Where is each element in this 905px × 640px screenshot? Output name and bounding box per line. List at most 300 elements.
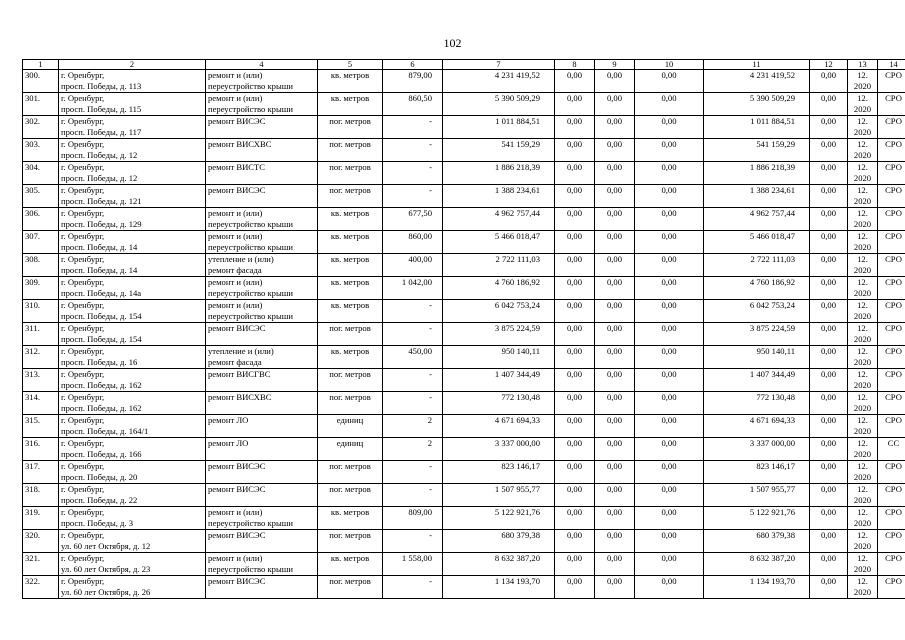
col-11 — [704, 254, 810, 277]
quantity — [383, 507, 443, 530]
header-row — [23, 60, 905, 70]
unit-line: пог. метров — [329, 139, 371, 149]
col-10-line: 0,00 — [661, 185, 677, 195]
total-cost-line: 823 146,17 — [501, 461, 540, 471]
col-12 — [810, 116, 848, 139]
quantity — [383, 231, 443, 254]
col-12-line: 0,00 — [820, 277, 837, 287]
total-cost — [443, 461, 555, 484]
organization-line: СРО — [885, 484, 902, 494]
work-type-line: переустройство крыши — [208, 242, 293, 252]
row-number-line: 309. — [25, 277, 41, 287]
col-10-line: 0,00 — [661, 576, 677, 586]
address-line: просп. Победы, д. 162 — [61, 403, 142, 413]
row-number — [23, 277, 59, 300]
col-9 — [595, 231, 635, 254]
unit — [318, 231, 383, 254]
col-10 — [635, 507, 704, 530]
col-11 — [704, 231, 810, 254]
unit — [318, 484, 383, 507]
col-12 — [810, 507, 848, 530]
organization — [878, 323, 905, 346]
completion-date — [848, 461, 878, 484]
col-8 — [555, 254, 595, 277]
col-12 — [810, 323, 848, 346]
column-header: 12 — [810, 60, 848, 70]
col-9-line: 0,00 — [606, 139, 623, 149]
col-11-line: 1 507 955,77 — [749, 484, 795, 494]
quantity-line: 879,00 — [408, 70, 432, 80]
address-line: г. Оренбург, — [61, 415, 105, 425]
completion-date-line: 2020 — [853, 173, 872, 183]
row-number — [23, 507, 59, 530]
quantity — [383, 392, 443, 415]
work-type-line: переустройство крыши — [208, 311, 293, 321]
col-11 — [704, 507, 810, 530]
col-11-line: 1 134 193,70 — [749, 576, 795, 586]
col-8-line: 0,00 — [566, 185, 583, 195]
col-10-line: 0,00 — [661, 461, 677, 471]
col-11-line: 4 962 757,44 — [749, 208, 795, 218]
quantity — [383, 415, 443, 438]
completion-date — [848, 300, 878, 323]
unit-line: кв. метров — [330, 300, 370, 310]
total-cost — [443, 277, 555, 300]
organization — [878, 139, 905, 162]
col-8 — [555, 576, 595, 599]
col-10 — [635, 392, 704, 415]
row-number — [23, 323, 59, 346]
total-cost — [443, 530, 555, 553]
work-type — [206, 369, 318, 392]
col-8 — [555, 70, 595, 93]
col-8-line: 0,00 — [566, 576, 583, 586]
col-12 — [810, 277, 848, 300]
table-row — [23, 300, 905, 323]
col-11 — [704, 323, 810, 346]
completion-date-line: 12. — [857, 277, 868, 287]
col-9 — [595, 323, 635, 346]
organization-line: СРО — [885, 139, 902, 149]
completion-date-line: 2020 — [853, 357, 872, 367]
organization-line: СРО — [885, 277, 902, 287]
total-cost-line: 1 388 234,61 — [494, 185, 540, 195]
quantity — [383, 277, 443, 300]
unit-line: пог. метров — [329, 576, 371, 586]
total-cost-line: 950 140,11 — [501, 346, 540, 356]
total-cost-line: 1 407 344,49 — [494, 369, 540, 379]
organization — [878, 369, 905, 392]
address — [59, 185, 206, 208]
work-type-line: переустройство крыши — [208, 81, 293, 91]
work-type-line: ремонт ВИСЭС — [208, 576, 266, 586]
completion-date-line: 12. — [857, 162, 868, 172]
unit-line: пог. метров — [329, 484, 371, 494]
organization — [878, 346, 905, 369]
quantity — [383, 93, 443, 116]
table-row — [23, 369, 905, 392]
col-10 — [635, 438, 704, 461]
col-8-line: 0,00 — [566, 461, 583, 471]
col-12 — [810, 530, 848, 553]
col-11 — [704, 392, 810, 415]
repair-schedule-table — [22, 59, 905, 599]
work-type-line: переустройство крыши — [208, 104, 293, 114]
address-line: г. Оренбург, — [61, 576, 105, 586]
col-9-line: 0,00 — [606, 116, 623, 126]
unit-line: пог. метров — [329, 323, 371, 333]
address-line: г. Оренбург, — [61, 70, 105, 80]
quantity — [383, 530, 443, 553]
work-type — [206, 415, 318, 438]
address-line: ул. 60 лет Октября, д. 26 — [61, 587, 151, 597]
completion-date — [848, 369, 878, 392]
unit-line: пог. метров — [329, 392, 371, 402]
address-line: просп. Победы, д. 20 — [61, 472, 138, 482]
work-type-line: ремонт ВИСЭС — [208, 461, 266, 471]
organization-line: СРО — [885, 576, 902, 586]
quantity — [383, 208, 443, 231]
unit-line: кв. метров — [330, 231, 370, 241]
address-line: г. Оренбург, — [61, 461, 105, 471]
address-line: просп. Победы, д. 113 — [61, 81, 142, 91]
organization-line: СРО — [885, 300, 902, 310]
col-9 — [595, 254, 635, 277]
work-type-line: ремонт ВИСГВС — [208, 369, 271, 379]
quantity-line: 450,00 — [408, 346, 432, 356]
work-type-line: ремонт и (или) — [208, 300, 263, 310]
table-row — [23, 208, 905, 231]
column-header: 10 — [635, 60, 704, 70]
table-row — [23, 461, 905, 484]
quantity-line: 2 — [427, 415, 432, 425]
completion-date-line: 2020 — [853, 541, 872, 551]
row-number-line: 318. — [25, 484, 41, 494]
table-row — [23, 254, 905, 277]
organization — [878, 415, 905, 438]
col-12-line: 0,00 — [820, 392, 837, 402]
col-8-line: 0,00 — [566, 116, 583, 126]
col-11 — [704, 346, 810, 369]
col-11 — [704, 277, 810, 300]
unit — [318, 139, 383, 162]
completion-date-line: 12. — [857, 346, 868, 356]
address-line: просп. Победы, д. 162 — [61, 380, 142, 390]
unit — [318, 323, 383, 346]
quantity-line: - — [429, 369, 432, 379]
row-number — [23, 484, 59, 507]
address-line: г. Оренбург, — [61, 323, 105, 333]
completion-date — [848, 553, 878, 576]
total-cost — [443, 139, 555, 162]
completion-date-line: 12. — [857, 369, 868, 379]
completion-date-line: 12. — [857, 208, 868, 218]
address — [59, 461, 206, 484]
col-9-line: 0,00 — [606, 484, 623, 494]
quantity — [383, 323, 443, 346]
quantity-line: 677,50 — [408, 208, 432, 218]
row-number — [23, 438, 59, 461]
completion-date-line: 12. — [857, 300, 868, 310]
completion-date-line: 12. — [857, 576, 868, 586]
address-line: ул. 60 лет Октября, д. 12 — [61, 541, 151, 551]
col-9-line: 0,00 — [606, 553, 623, 563]
unit-line: кв. метров — [330, 277, 370, 287]
address — [59, 438, 206, 461]
completion-date — [848, 231, 878, 254]
row-number-line: 301. — [25, 93, 41, 103]
col-12 — [810, 392, 848, 415]
col-9 — [595, 139, 635, 162]
row-number-line: 304. — [25, 162, 41, 172]
address — [59, 346, 206, 369]
work-type-line: переустройство крыши — [208, 518, 293, 528]
total-cost — [443, 323, 555, 346]
completion-date-line: 12. — [857, 231, 868, 241]
organization-line: СРО — [885, 323, 902, 333]
completion-date-line: 12. — [857, 323, 868, 333]
completion-date-line: 12. — [857, 484, 868, 494]
work-type — [206, 162, 318, 185]
col-9 — [595, 461, 635, 484]
col-8 — [555, 139, 595, 162]
work-type-line: ремонт и (или) — [208, 231, 263, 241]
completion-date-line: 2020 — [853, 518, 872, 528]
completion-date — [848, 254, 878, 277]
completion-date — [848, 323, 878, 346]
total-cost — [443, 415, 555, 438]
completion-date-line: 2020 — [853, 334, 872, 344]
address-line: г. Оренбург, — [61, 553, 105, 563]
address — [59, 208, 206, 231]
quantity-line: - — [429, 185, 432, 195]
address — [59, 576, 206, 599]
row-number-line: 320. — [25, 530, 41, 540]
col-8-line: 0,00 — [566, 484, 583, 494]
col-12 — [810, 208, 848, 231]
work-type-line: ремонт ВИСХВС — [208, 392, 272, 402]
address-line: г. Оренбург, — [61, 162, 105, 172]
col-12 — [810, 185, 848, 208]
total-cost — [443, 185, 555, 208]
completion-date-line: 2020 — [853, 564, 872, 574]
total-cost — [443, 346, 555, 369]
col-9-line: 0,00 — [606, 530, 623, 540]
completion-date — [848, 93, 878, 116]
table-row — [23, 507, 905, 530]
address-line: просп. Победы, д. 12 — [61, 173, 138, 183]
col-8-line: 0,00 — [566, 438, 583, 448]
work-type-line: ремонт ВИСЭС — [208, 323, 266, 333]
unit — [318, 300, 383, 323]
row-number-line: 307. — [25, 231, 41, 241]
address — [59, 484, 206, 507]
work-type-line: ремонт фасада — [208, 265, 262, 275]
col-12 — [810, 93, 848, 116]
col-12-line: 0,00 — [820, 484, 837, 494]
work-type-line: ремонт фасада — [208, 357, 262, 367]
col-8-line: 0,00 — [566, 369, 583, 379]
col-9-line: 0,00 — [606, 461, 623, 471]
total-cost-line: 4 671 694,33 — [494, 415, 540, 425]
completion-date-line: 2020 — [853, 288, 872, 298]
col-12 — [810, 484, 848, 507]
work-type — [206, 392, 318, 415]
col-9 — [595, 208, 635, 231]
work-type — [206, 231, 318, 254]
col-11-line: 5 390 509,29 — [749, 93, 795, 103]
completion-date — [848, 507, 878, 530]
row-number — [23, 254, 59, 277]
completion-date — [848, 415, 878, 438]
col-12-line: 0,00 — [820, 254, 837, 264]
work-type — [206, 254, 318, 277]
total-cost — [443, 231, 555, 254]
col-10 — [635, 116, 704, 139]
col-9 — [595, 300, 635, 323]
col-8-line: 0,00 — [566, 93, 583, 103]
unit — [318, 277, 383, 300]
row-number-line: 313. — [25, 369, 41, 379]
col-9-line: 0,00 — [606, 277, 623, 287]
quantity — [383, 300, 443, 323]
col-12-line: 0,00 — [820, 300, 837, 310]
quantity-line: - — [429, 116, 432, 126]
col-10 — [635, 415, 704, 438]
col-12-line: 0,00 — [820, 231, 837, 241]
total-cost — [443, 162, 555, 185]
col-8 — [555, 438, 595, 461]
row-number-line: 317. — [25, 461, 41, 471]
completion-date — [848, 346, 878, 369]
col-9-line: 0,00 — [606, 346, 623, 356]
work-type — [206, 530, 318, 553]
address — [59, 70, 206, 93]
col-12-line: 0,00 — [820, 553, 837, 563]
work-type-line: ремонт ВИСХВС — [208, 139, 272, 149]
col-9-line: 0,00 — [606, 162, 623, 172]
organization — [878, 576, 905, 599]
total-cost-line: 4 760 186,92 — [494, 277, 540, 287]
quantity — [383, 162, 443, 185]
table-row — [23, 139, 905, 162]
row-number-line: 316. — [25, 438, 41, 448]
total-cost-line: 4 962 757,44 — [494, 208, 540, 218]
quantity-line: 860,50 — [408, 93, 432, 103]
col-11 — [704, 415, 810, 438]
table-body — [23, 70, 905, 599]
col-10 — [635, 139, 704, 162]
col-11 — [704, 93, 810, 116]
unit-line: кв. метров — [330, 70, 370, 80]
address — [59, 530, 206, 553]
col-9 — [595, 162, 635, 185]
organization-line: СРО — [885, 346, 902, 356]
col-10 — [635, 93, 704, 116]
total-cost — [443, 300, 555, 323]
row-number — [23, 231, 59, 254]
col-10 — [635, 530, 704, 553]
address — [59, 116, 206, 139]
col-12 — [810, 300, 848, 323]
completion-date-line: 12. — [857, 507, 868, 517]
total-cost — [443, 254, 555, 277]
col-9 — [595, 392, 635, 415]
col-11 — [704, 300, 810, 323]
address-line: г. Оренбург, — [61, 438, 105, 448]
organization-line: СРО — [885, 415, 902, 425]
row-number — [23, 185, 59, 208]
col-9-line: 0,00 — [606, 438, 623, 448]
unit — [318, 208, 383, 231]
col-11-line: 5 466 018,47 — [749, 231, 795, 241]
col-8 — [555, 392, 595, 415]
total-cost-line: 2 722 111,03 — [495, 254, 540, 264]
completion-date — [848, 392, 878, 415]
col-10-line: 0,00 — [661, 323, 677, 333]
organization-line: СРО — [885, 231, 902, 241]
col-9 — [595, 277, 635, 300]
col-12 — [810, 553, 848, 576]
total-cost — [443, 392, 555, 415]
col-11 — [704, 576, 810, 599]
unit-line: пог. метров — [329, 530, 371, 540]
work-type — [206, 208, 318, 231]
col-9 — [595, 116, 635, 139]
col-10-line: 0,00 — [661, 415, 677, 425]
row-number-line: 305. — [25, 185, 41, 195]
total-cost-line: 4 231 419,52 — [494, 70, 540, 80]
work-type-line: ремонт ЛО — [208, 415, 249, 425]
col-12 — [810, 231, 848, 254]
col-9-line: 0,00 — [606, 415, 623, 425]
quantity-line: - — [429, 484, 432, 494]
column-header: 7 — [443, 60, 555, 70]
col-11 — [704, 70, 810, 93]
work-type — [206, 300, 318, 323]
col-8 — [555, 507, 595, 530]
col-12 — [810, 162, 848, 185]
work-type — [206, 139, 318, 162]
table-row — [23, 530, 905, 553]
col-10-line: 0,00 — [661, 507, 677, 517]
col-9-line: 0,00 — [606, 208, 623, 218]
quantity — [383, 461, 443, 484]
col-9 — [595, 484, 635, 507]
unit-line: единиц — [336, 415, 364, 425]
completion-date-line: 12. — [857, 461, 868, 471]
completion-date-line: 12. — [857, 139, 868, 149]
table-row — [23, 93, 905, 116]
unit-line: кв. метров — [330, 553, 370, 563]
col-12 — [810, 139, 848, 162]
col-10 — [635, 277, 704, 300]
col-10 — [635, 346, 704, 369]
row-number-line: 315. — [25, 415, 41, 425]
col-8 — [555, 323, 595, 346]
row-number — [23, 162, 59, 185]
total-cost-line: 8 632 387,20 — [494, 553, 540, 563]
col-12-line: 0,00 — [820, 507, 837, 517]
total-cost — [443, 369, 555, 392]
address-line: г. Оренбург, — [61, 392, 105, 402]
col-8 — [555, 277, 595, 300]
completion-date-line: 2020 — [853, 104, 872, 114]
total-cost — [443, 553, 555, 576]
address — [59, 254, 206, 277]
quantity — [383, 438, 443, 461]
unit — [318, 93, 383, 116]
